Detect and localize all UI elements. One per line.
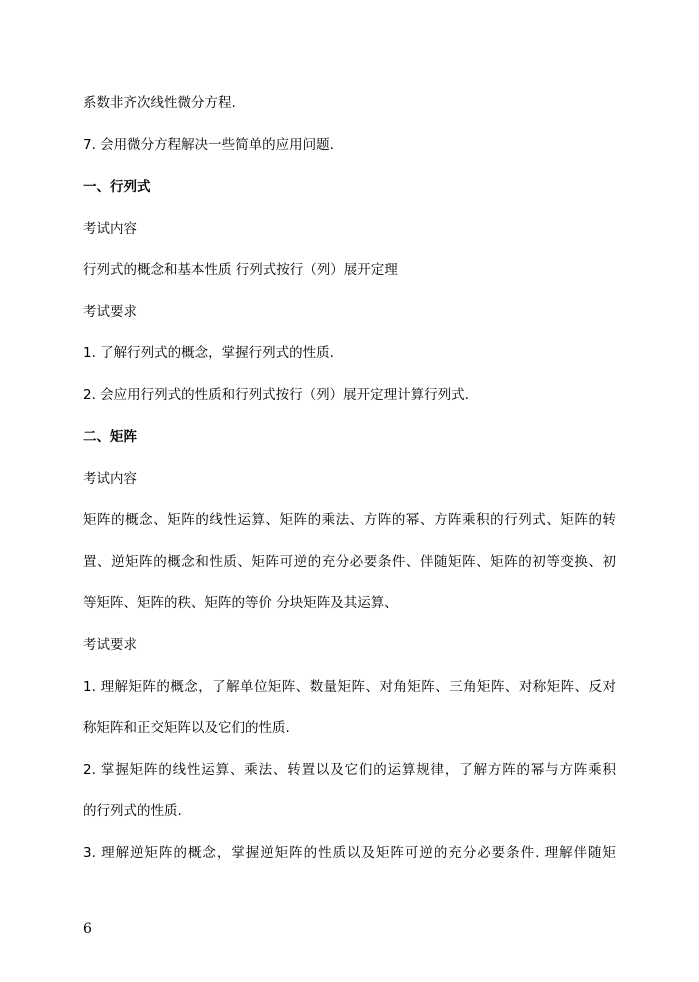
text-line-matrix-req-1b: 称矩阵和正交矩阵以及它们的性质. — [83, 720, 290, 736]
text-line-matrix-req-3a: 3. 理解逆矩阵的概念，掌握逆矩阵的性质以及矩阵可逆的充分必要条件. 理解伴随矩 — [83, 845, 616, 861]
section-heading-determinant: 一、行列式 — [83, 179, 151, 195]
subheading-exam-content: 考试内容 — [83, 221, 137, 237]
page-number: 6 — [83, 921, 92, 937]
text-line-matrix-req-2a: 2. 掌握矩阵的线性运算、乘法、转置以及它们的运算规律，了解方阵的幂与方阵乘积 — [83, 762, 616, 778]
subheading-exam-requirements: 考试要求 — [83, 637, 137, 653]
text-line-matrix-req-2b: 的行列式的性质. — [83, 803, 182, 819]
section-heading-matrix: 二、矩阵 — [83, 429, 137, 445]
text-line-item-7: 7. 会用微分方程解决一些简单的应用问题. — [83, 137, 334, 153]
text-line-prev-continuation: 系数非齐次线性微分方程. — [83, 95, 236, 111]
subheading-exam-requirements: 考试要求 — [83, 304, 137, 320]
text-line-determinant-content: 行列式的概念和基本性质 行列式按行（列）展开定理 — [83, 262, 398, 278]
text-line-matrix-req-1a: 1. 理解矩阵的概念，了解单位矩阵、数量矩阵、对角矩阵、三角矩阵、对称矩阵、反对 — [83, 679, 616, 695]
text-line-matrix-content-1: 矩阵的概念、矩阵的线性运算、矩阵的乘法、方阵的幂、方阵乘积的行列式、矩阵的转 — [83, 512, 616, 528]
subheading-exam-content: 考试内容 — [83, 471, 137, 487]
text-line-matrix-content-3: 等矩阵、矩阵的秩、矩阵的等价 分块矩阵及其运算、 — [83, 595, 398, 611]
text-line-det-req-1: 1. 了解行列式的概念，掌握行列式的性质. — [83, 345, 334, 361]
text-line-matrix-content-2: 置、逆矩阵的概念和性质、矩阵可逆的充分必要条件、伴随矩阵、矩阵的初等变换、初 — [83, 554, 616, 570]
text-line-det-req-2: 2. 会应用行列式的性质和行列式按行（列）展开定理计算行列式. — [83, 387, 469, 403]
